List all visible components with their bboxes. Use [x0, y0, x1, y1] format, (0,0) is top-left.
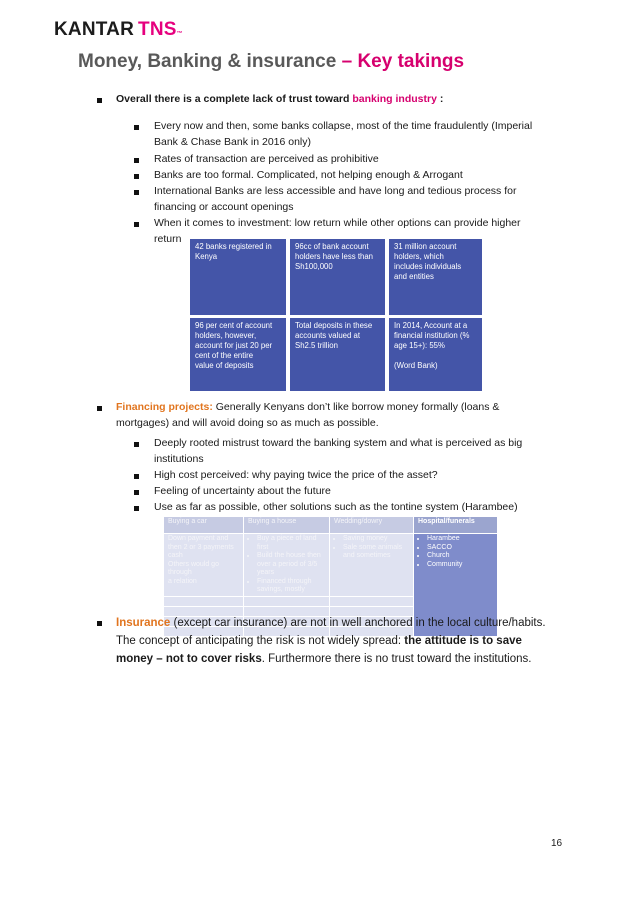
insurance-label: Insurance — [116, 617, 171, 629]
section2-lead-line-1: Financing projects: Generally Kenyans don’t like borrow money formally (loans & — [116, 401, 500, 413]
stat-box-financial-inclusion: In 2014, Account at a financial institution (% age 15+): 55% (Word Bank) — [389, 318, 482, 391]
section1-bullet-1-line-1: Every now and then, some banks collapse, most of the time fraudulently (Imperial — [154, 120, 533, 132]
logo-mark: ™ — [176, 31, 183, 37]
section2-bullet-1-line-2: institutions — [154, 453, 204, 465]
section2-bullet-4: Use as far as possible, other solutions such as the tontine system (Harambee) — [154, 501, 518, 513]
kantar-tns-logo — [54, 19, 183, 41]
section1-lead: Overall there is a complete lack of trust toward banking industry : — [116, 93, 444, 105]
financing-projects-label: Financing projects: — [116, 401, 213, 413]
section2-bullet-2: High cost perceived: why paying twice the price of the asset? — [154, 469, 438, 481]
section1-bullet-5-line-2: return — [154, 233, 182, 245]
stat-box-deposit-share: 96 per cent of account holders, however, account for just 20 per cent of the entire value of deposits — [190, 318, 286, 391]
title-main: Money, Banking & insurance — [78, 51, 337, 72]
stat-box-banks-registered: 42 banks registered in Kenya — [190, 239, 286, 315]
bullet-square — [134, 474, 139, 479]
section1-bullet-2: Rates of transaction are perceived as prohibitive — [154, 153, 379, 165]
bullet-square — [134, 442, 139, 447]
section1-bullet-3: Banks are too formal. Complicated, not helping enough & Arrogant — [154, 169, 463, 181]
bullet-square — [134, 125, 139, 130]
title-accent: – Key takings — [341, 51, 465, 72]
section1-bullet-5-line-1: When it comes to investment: low return while other options can provide higher — [154, 217, 521, 229]
section1-bullet-4-line-2: financing or account openings — [154, 201, 294, 213]
section2-bullet-1-line-1: Deeply rooted mistrust toward the banking system and what is perceived as big — [154, 437, 523, 449]
page-title — [78, 51, 464, 73]
bullet-square — [97, 406, 102, 411]
stat-box-total-deposits: Total deposits in these accounts valued at Sh2.5 trillion — [290, 318, 385, 391]
section1-bullet-4-line-1: International Banks are less accessible and have long and tedious process for — [154, 185, 517, 197]
section2-bullet-3: Feeling of uncertainty about the future — [154, 485, 331, 497]
cell-house: • Buy a piece of land first • Build the house then over a period of 3/5 years • Financed through savings, mostly — [244, 534, 330, 597]
header-buying-house: Buying a house — [244, 517, 330, 534]
cell-hospital: • Harambee • SACCO • Church • Community — [414, 534, 498, 637]
logo-sub: TNS — [138, 19, 177, 40]
bullet-square — [97, 621, 102, 626]
bullet-square — [97, 98, 102, 103]
bullet-square — [134, 506, 139, 511]
bullet-square — [134, 158, 139, 163]
banking-stats-grid — [190, 239, 482, 391]
header-hospital-funerals: Hospital/funerals — [414, 517, 498, 534]
bullet-square — [134, 222, 139, 227]
banking-industry-highlight: banking industry — [352, 93, 437, 105]
logo-brand: KANTAR — [54, 19, 135, 40]
section3-line-3: money – not to cover risks. Furthermore there is no trust toward the institutions. — [116, 653, 532, 665]
header-buying-car: Buying a car — [164, 517, 244, 534]
bullet-square — [134, 190, 139, 195]
cell-car: Down payment and then 2 or 3 payments cash Others would go through a relation — [164, 534, 244, 597]
page-number: 16 — [551, 838, 563, 849]
bullet-square — [134, 174, 139, 179]
section3-line-1: Insurance (except car insurance) are not in well anchored in the local culture/habits. — [116, 617, 546, 629]
header-wedding-dowry: Wedding/dowry — [330, 517, 414, 534]
section2-lead-line-2: mortgages) and will avoid doing so as much as possible. — [116, 417, 379, 429]
section3-line-2: The concept of anticipating the risk is not widely spread: the attitude is to save — [116, 635, 522, 647]
section1-bullet-1-line-2: Bank & Chase Bank in 2016 only) — [154, 136, 312, 148]
bullet-square — [134, 490, 139, 495]
stat-box-account-holders-balance: 96cc of bank account holders have less than Sh100,000 — [290, 239, 385, 315]
cell-wedding: • Saving money • Sale some animals and sometimes — [330, 534, 414, 597]
stat-box-million-accounts: 31 million account holders, which includes individuals and entities — [389, 239, 482, 315]
